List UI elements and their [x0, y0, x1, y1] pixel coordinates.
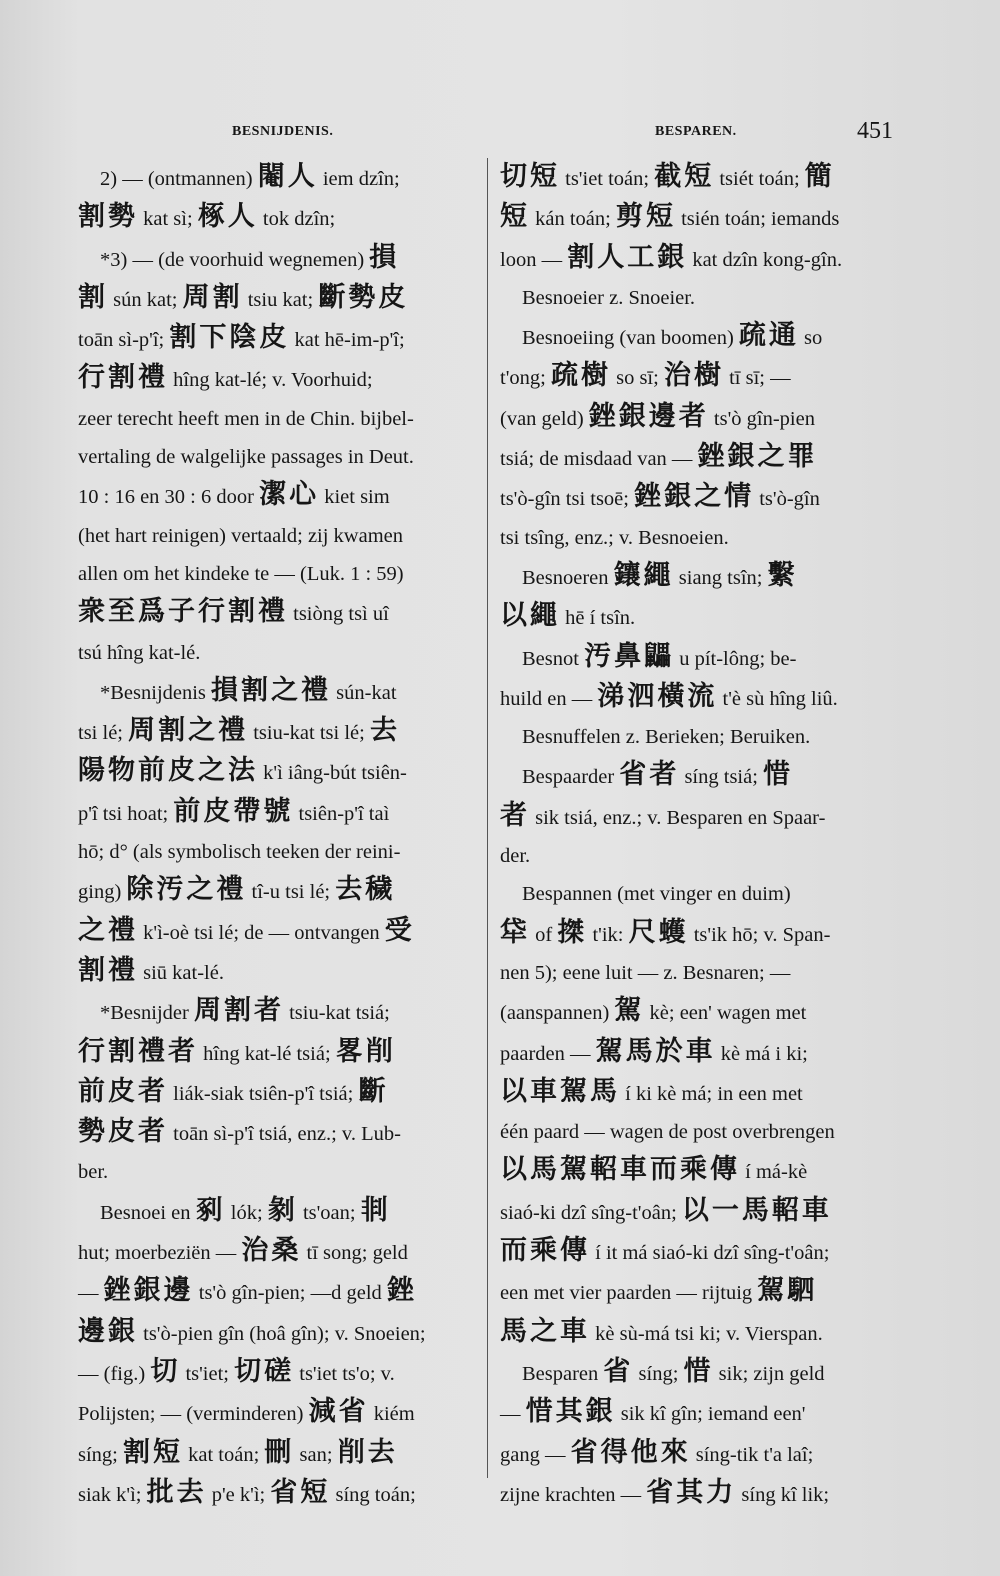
text-line: allen om het kindeke te — (Luk. 1 : 59): [78, 562, 404, 585]
text-line: tsú hîng kat-lé.: [78, 641, 201, 664]
text-line: huild en — 涕泗橫流 t'è sù hîng liû.: [500, 680, 838, 712]
text-line: gang — 省得他來 síng-tik t'a laî;: [500, 1436, 814, 1468]
text-line: 割勢 kat sì; 椓人 tok dzîn;: [78, 201, 336, 233]
text-line: (het hart reinigen) vertaald; zij kwamen: [78, 524, 404, 547]
entry-headword-line: Besnot 汚鼻鼺 u pít-lông; be-: [522, 640, 797, 672]
text-line: hut; moerbeziën — 治桑 tī song; geld: [78, 1235, 408, 1267]
running-head-left: BESNIJDENIS.: [232, 124, 334, 139]
text-line: zijne krachten — 省其力 síng kî lik;: [500, 1476, 830, 1508]
text-line: 10 : 16 en 30 : 6 door 潔心 kiet sim: [78, 479, 390, 511]
entry-headword-line: Besnoei en 剢 lók; 剶 ts'oan; 剕: [100, 1194, 391, 1226]
text-line: toān sì-p'î; 割下陰皮 kat hē-im-p'î;: [78, 322, 405, 354]
text-line: (van geld) 銼銀邊者 ts'ò gîn-pien: [500, 400, 815, 432]
text-line: 勢皮者 toān sì-p'î tsiá, enz.; v. Lub-: [78, 1116, 401, 1148]
text-line: (aanspannen) 駕 kè; een' wagen met: [500, 995, 807, 1027]
text-line: 牮 of 搩 t'ik: 尺蠖 ts'ik hō; v. Span-: [500, 916, 831, 948]
text-line: 切短 ts'iet toán; 截短 tsiét toán; 簡: [500, 161, 835, 192]
text-line: 以馬駕軺車而乘傳 í má-kè: [500, 1154, 808, 1186]
text-line: tsi lé; 周割之禮 tsiu-kat tsi lé; 去: [78, 715, 400, 747]
text-line: — 銼銀邊 ts'ò gîn-pien; —d geld 銼: [78, 1275, 417, 1307]
entry-headword-line: Besparen 省 síng; 惜 sik; zijn geld: [522, 1355, 825, 1387]
entry-headword-line: Besnoeren 鑲繩 siang tsîn; 繫: [522, 559, 798, 591]
text-line: síng; 割短 kat toán; 刪 san; 削去: [78, 1436, 398, 1468]
entry-headword-line: Besnuffelen z. Berieken; Beruiken.: [522, 726, 811, 749]
text-line: 以繩 hē í tsîn.: [500, 600, 636, 632]
text-line: *3) — (de voorhuid wegnemen) 損: [100, 241, 400, 273]
text-line: siak k'ì; 批去 p'e k'ì; 省短 síng toán;: [78, 1476, 416, 1508]
entry-headword-line: Besnoeier z. Snoeier.: [522, 286, 696, 309]
text-line: 行割禮者 hîng kat-lé tsiá; 畧削: [78, 1035, 396, 1067]
text-line: 馬之車 kè sù-má tsi ki; v. Vierspan.: [500, 1315, 823, 1347]
text-line: t'ong; 疏樹 so sī; 治樹 tī sī; —: [500, 360, 791, 392]
entry-headword-line: *Besnijdenis 損割之禮 sún-kat: [100, 674, 397, 706]
text-line: 割 sún kat; 周割 tsiu kat; 斷勢皮: [78, 281, 409, 313]
entry-headword-line: Bespaarder 省者 síng tsiá; 惜: [522, 759, 794, 791]
text-line: 者 sik tsiá, enz.; v. Besparen en Spaar-: [500, 799, 826, 831]
left-column: [78, 158, 478, 1508]
text-line: nen 5); eene luit — z. Besnaren; —: [500, 961, 791, 984]
text-line: 邊銀 ts'ò-pien gîn (hoâ gîn); v. Snoeien;: [78, 1315, 426, 1347]
running-head: [0, 118, 1000, 148]
text-line: 割禮 siū kat-lé.: [78, 954, 224, 986]
text-line: ber.: [78, 1161, 109, 1184]
entry-headword-line: *Besnijder 周割者 tsiu-kat tsiá;: [100, 995, 390, 1027]
right-column: [500, 158, 900, 1508]
text-line: der.: [500, 845, 531, 868]
text-line: — (fig.) 切 ts'iet; 切磋 ts'iet ts'o; v.: [78, 1355, 395, 1387]
text-line: 短 kán toán; 剪短 tsién toán; iemands: [500, 201, 840, 233]
text-line: 以車駕馬 í ki kè má; in een met: [500, 1075, 803, 1107]
page-number: 451: [857, 118, 893, 144]
text-line: zeer terecht heeft men in de Chin. bijbel-: [78, 407, 414, 430]
text-line: loon — 割人工銀 kat dzîn kong-gîn.: [500, 241, 843, 273]
text-line: 前皮者 liák-siak tsiên-p'î tsiá; 斷: [78, 1075, 389, 1107]
text-line: 行割禮 hîng kat-lé; v. Voorhuid;: [78, 362, 373, 394]
column-divider: [487, 158, 488, 1478]
text-line: 陽物前皮之法 k'ì iâng-bút tsiên-: [78, 755, 407, 787]
text-line: p'î tsi hoat; 前皮帶號 tsiên-p'î taì: [78, 795, 390, 827]
text-line: 衆至爲子行割禮 tsiòng tsì uî: [78, 596, 389, 628]
text-line: één paard — wagen de post overbrengen: [500, 1121, 835, 1144]
running-head-right: BESPAREN.: [655, 124, 737, 139]
text-line: paarden — 駕馬於車 kè má i ki;: [500, 1035, 808, 1067]
text-line: vertaling de walgelijke passages in Deut.: [78, 446, 414, 469]
entry-headword-line: Besnoeiing (van boomen) 疏通 so: [522, 320, 823, 352]
text-line: siaó-ki dzî sîng-t'oân; 以一馬軺車: [500, 1194, 832, 1226]
text-line: tsiá; de misdaad van — 銼銀之罪: [500, 441, 818, 473]
text-line: 2) — (ontmannen) 閹人 iem dzîn;: [100, 161, 400, 192]
text-line: ging) 除汚之禮 tî-u tsi lé; 去穢: [78, 874, 396, 906]
text-line: ts'ò-gîn tsi tsoē; 銼銀之情 ts'ò-gîn: [500, 481, 820, 513]
entry-headword-line: Bespannen (met vinger en duim): [522, 883, 791, 906]
text-line: tsi tsîng, enz.; v. Besnoeien.: [500, 526, 729, 549]
text-line: 而乘傳 í it má siaó-ki dzî sîng-t'oân;: [500, 1235, 830, 1267]
text-line: een met vier paarden — rijtuig 駕駟: [500, 1275, 818, 1307]
text-line: Polijsten; — (verminderen) 減省 kiém: [78, 1396, 415, 1428]
text-line: hō; d° (als symbolisch teeken der reini-: [78, 841, 401, 864]
text-line: 之禮 k'ì-oè tsi lé; de — ontvangen 受: [78, 914, 415, 946]
text-line: — 惜其銀 sik kî gîn; iemand een': [500, 1396, 806, 1428]
